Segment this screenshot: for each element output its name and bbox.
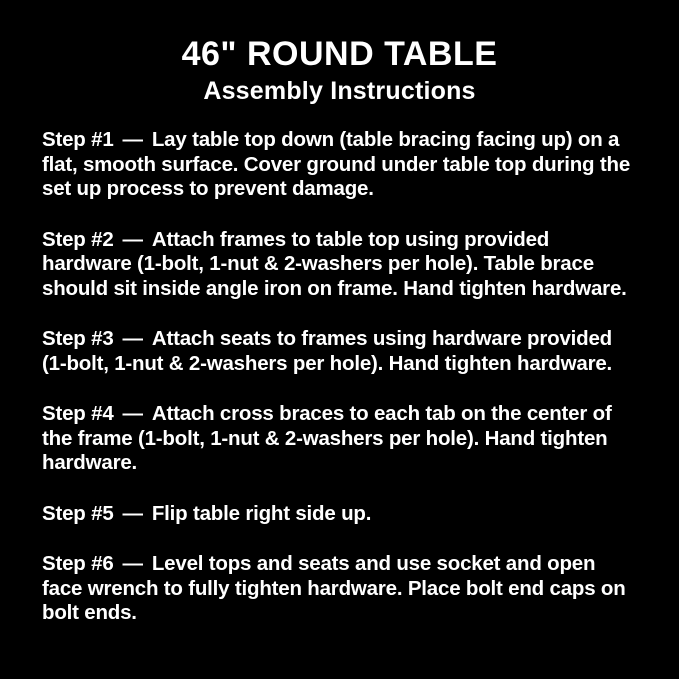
step-text: Attach cross braces to each tab on the center of the frame (1-bolt, 1-nut & 2-washers per hole). Hand tighten hardware. (42, 402, 612, 474)
step-text: Lay table top down (table bracing facing up) on a flat, smooth surface. Cover ground under table top during the set up process to prevent damage. (42, 128, 631, 200)
step-item-5 (42, 502, 641, 527)
step-separator: — (122, 402, 143, 425)
step-text: Attach frames to table top using provided hardware (1-bolt, 1-nut & 2-washers per hole). Table brace should sit inside angle iron on frame. Hand tighten hardware. (42, 227, 627, 300)
step-label: Step #4 (42, 402, 114, 425)
poster-subtitle: Assembly Instructions (203, 77, 476, 105)
step-item-6 (42, 552, 641, 626)
step-item-2 (42, 228, 641, 302)
step-separator: — (122, 128, 143, 151)
step-text: Flip table right side up. (151, 501, 372, 525)
step-text: Attach seats to frames using hardware provided (1-bolt, 1-nut & 2-washers per hole). Hand tighten hardware. (42, 327, 613, 375)
steps-list (42, 128, 641, 626)
step-label: Step #3 (42, 327, 114, 350)
step-label: Step #6 (42, 552, 114, 575)
step-item-4 (42, 402, 641, 476)
poster-title: 46" ROUND TABLE (181, 35, 498, 73)
step-text: Level tops and seats and use socket and open face wrench to fully tighten hardware. Place bolt end caps on bolt ends. (42, 552, 626, 624)
step-item-3 (42, 327, 641, 376)
step-separator: — (122, 327, 143, 350)
step-separator: — (122, 501, 143, 525)
step-label: Step #1 (42, 128, 114, 151)
step-label: Step #5 (42, 501, 114, 525)
step-separator: — (122, 552, 143, 575)
step-item-1 (42, 128, 641, 202)
step-label: Step #2 (42, 227, 114, 251)
step-separator: — (122, 227, 143, 251)
